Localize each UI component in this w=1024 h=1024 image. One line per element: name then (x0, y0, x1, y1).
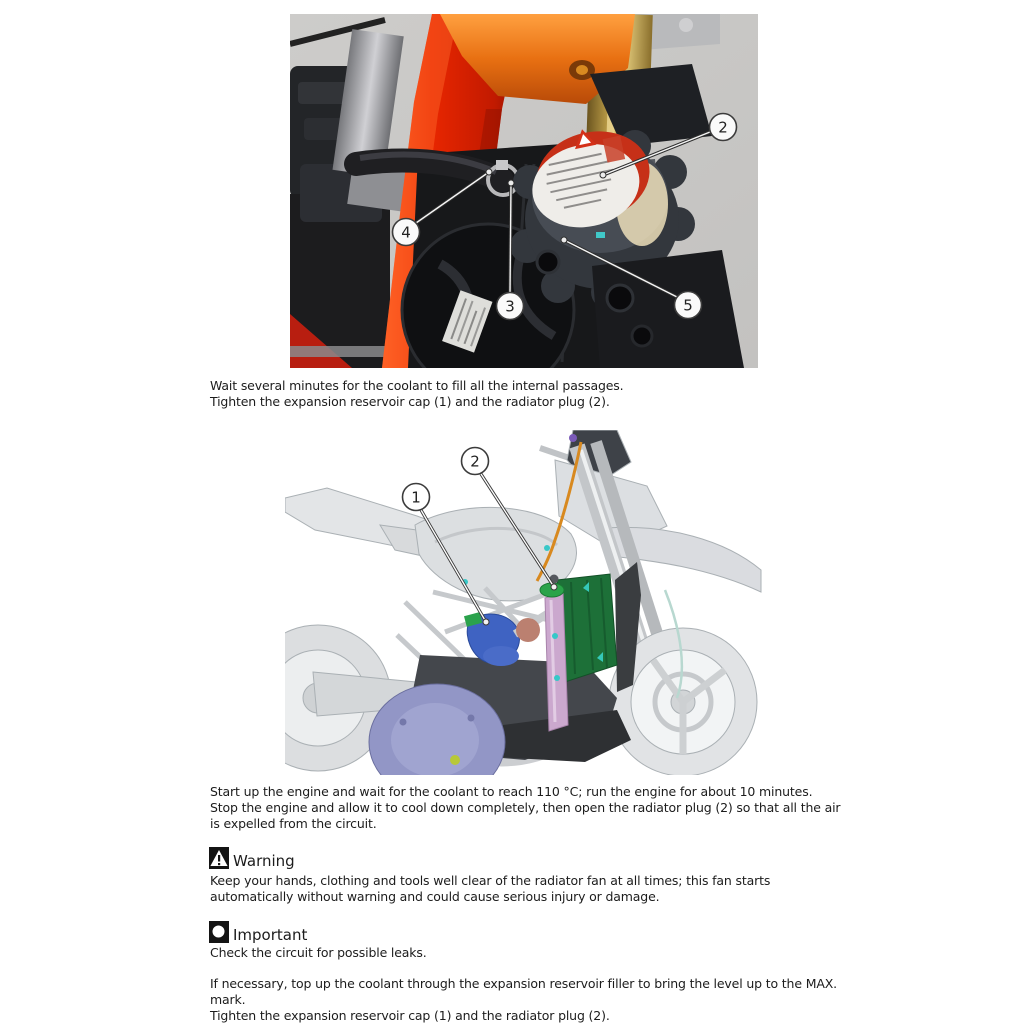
important-body (210, 945, 427, 961)
callout-1-badge (403, 484, 430, 511)
warning-icon (209, 847, 229, 869)
text-line: mark. (210, 992, 246, 1007)
paragraph-start-engine (210, 784, 840, 832)
text-line: Check the circuit for possible leaks. (210, 945, 427, 960)
text-line: Keep your hands, clothing and tools well clear of the radiator fan at all times; this fan starts (210, 873, 771, 888)
radiator-plug-photo-svg (290, 14, 758, 368)
text-line: is expelled from the circuit. (210, 816, 377, 831)
callout-5-badge (675, 292, 702, 319)
callout-4-label: 4 (401, 223, 411, 242)
text-line: Tighten the expansion reservoir cap (1) and the radiator plug (2). (210, 394, 610, 409)
callout-2-label: 2 (718, 118, 728, 137)
paragraph-wait-tighten (210, 378, 623, 410)
figure-cooling-system-drawing (285, 430, 763, 775)
warning-heading (209, 847, 295, 869)
warning-body (210, 873, 770, 905)
callout-2-badge (710, 114, 737, 141)
text-line: Stop the engine and allow it to cool down completely, then open the radiator plug (2) so that all the air (210, 800, 841, 815)
paragraph-closing (210, 976, 837, 1024)
drawing-callouts (403, 448, 489, 511)
callout-4-badge (393, 219, 420, 246)
text-line: Start up the engine and wait for the coolant to reach 110 °C; run the engine for about 10 minutes. (210, 784, 813, 799)
callout-3-badge (497, 293, 524, 320)
figure-radiator-plug-photo (290, 14, 758, 368)
callout-3-label: 3 (505, 297, 515, 316)
text-line: If necessary, top up the coolant through the expansion reservoir filler to bring the level up to the MAX. (210, 976, 837, 991)
important-icon (209, 921, 229, 943)
teal-mark (596, 232, 605, 238)
text-line: Wait several minutes for the coolant to fill all the internal passages. (210, 378, 624, 393)
callout-2-label: 2 (470, 452, 480, 471)
callout-2-badge (462, 448, 489, 475)
warning-title: Warning (233, 852, 295, 870)
important-heading (209, 921, 307, 943)
cooling-system-drawing-svg (285, 430, 763, 775)
callout-5-label: 5 (683, 296, 693, 315)
important-title: Important (233, 926, 308, 944)
thermostat (516, 618, 540, 642)
text-line: Tighten the expansion reservoir cap (1) and the radiator plug (2). (210, 1008, 610, 1023)
callout-1-label: 1 (411, 488, 421, 507)
text-line: automatically without warning and could cause serious injury or damage. (210, 889, 660, 904)
